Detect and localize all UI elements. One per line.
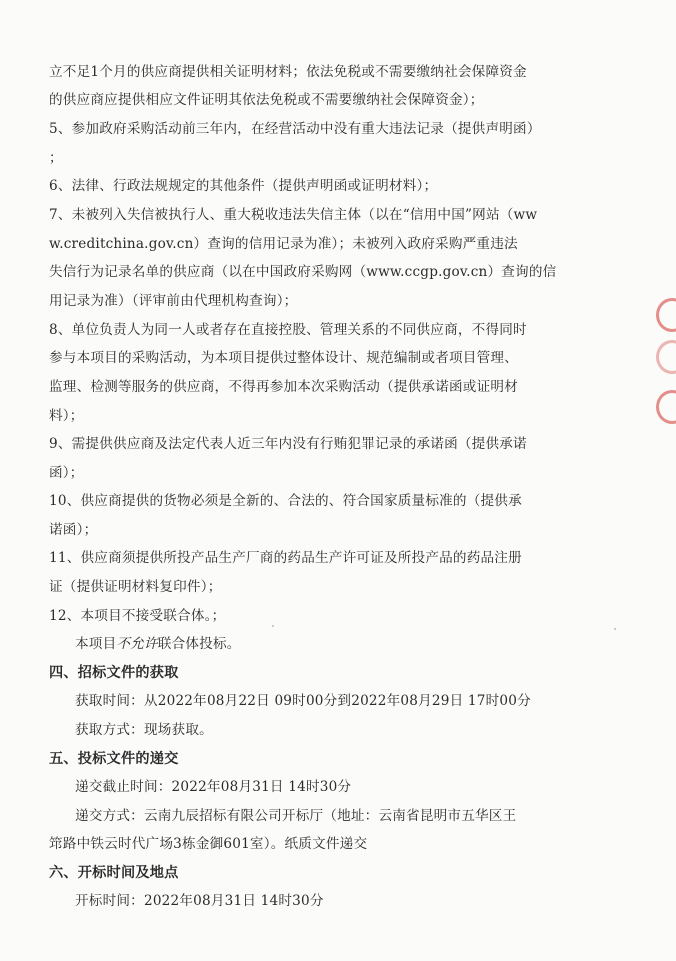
text-line: 失信行为记录名单的供应商（以在中国政府采购网（www.ccgp.gov.cn）查询的信 (49, 264, 557, 280)
section-heading-4: 四、招标文件的获取 (49, 665, 179, 681)
scan-speck (272, 625, 274, 627)
submit-method-cont: 筇路中铁云时代广场3栋金御601室）。纸质文件递交 (49, 836, 368, 852)
text-line: 7、未被列入失信被执行人、重大税收违法失信主体（以在“信用中国”网站（ww (49, 207, 538, 223)
consortium-note: 本项目不允许联合体投标。 (75, 636, 241, 652)
text-line: 5、参加政府采购活动前三年内，在经营活动中没有重大违法记录（提供声明函） (49, 121, 541, 137)
opening-time: 开标时间：2022年08月31日 14时30分 (75, 893, 324, 909)
scan-speck (614, 628, 616, 630)
text-line: 11、供应商须提供所投产品生产厂商的药品生产许可证及所投产品的药品注册 (49, 550, 522, 566)
acquire-time: 获取时间：从2022年08月22日 09时00分到2022年08月29日 17时00分 (75, 693, 531, 709)
text-line: ； (49, 150, 63, 166)
section-heading-6: 六、开标时间及地点 (49, 865, 179, 881)
text-line: 的供应商应提供相应文件证明其依法免税或不需要缴纳社会保障资金）； (49, 92, 484, 108)
text-line: w.creditchina.gov.cn）查询的信用记录为准）；未被列入政府采购严重违法 (49, 236, 518, 252)
text-line: 函）； (49, 465, 84, 481)
text-line: 立不足1个月的供应商提供相关证明材料；依法免税或不需要缴纳社会保障资金 (49, 64, 527, 80)
text-line: 用记录为准）（评审前由代理机构查询）； (49, 293, 298, 309)
seal-stamp-fragment (656, 290, 676, 440)
text-line: 监理、检测等服务的供应商，不得再参加本次采购活动（提供承诺函或证明材 (49, 379, 518, 395)
text-line: 6、法律、行政法规规定的其他条件（提供声明函或证明材料）； (49, 178, 438, 194)
submit-deadline: 递交截止时间：2022年08月31日 14时30分 (75, 779, 352, 795)
submit-method: 递交方式：云南九辰招标有限公司开标厅（地址：云南省昆明市五华区王 (75, 808, 517, 824)
text-line: 12、本项目不接受联合体。； (49, 608, 226, 624)
text-line: 证（提供证明材料复印件）； (49, 579, 222, 595)
section-heading-5: 五、投标文件的递交 (49, 751, 179, 767)
text-line: 参与本项目的采购活动，为本项目提供过整体设计、规范编制或者项目管理、 (49, 350, 518, 366)
text-line: 10、供应商提供的货物必须是全新的、合法的、符合国家质量标准的（提供承 (49, 493, 522, 509)
text-line: 料）； (49, 408, 84, 424)
text-line: 8、单位负责人为同一人或者存在直接控股、管理关系的不同供应商，不得同时 (49, 322, 527, 338)
text-line: 诺函）； (49, 522, 98, 538)
emphasis-text: 不允许 (116, 636, 158, 652)
acquire-method: 获取方式：现场获取。 (75, 722, 213, 738)
text-line: 9、需提供供应商及法定代表人近三年内没有行贿犯罪记录的承诺函（提供承诺 (49, 436, 527, 452)
